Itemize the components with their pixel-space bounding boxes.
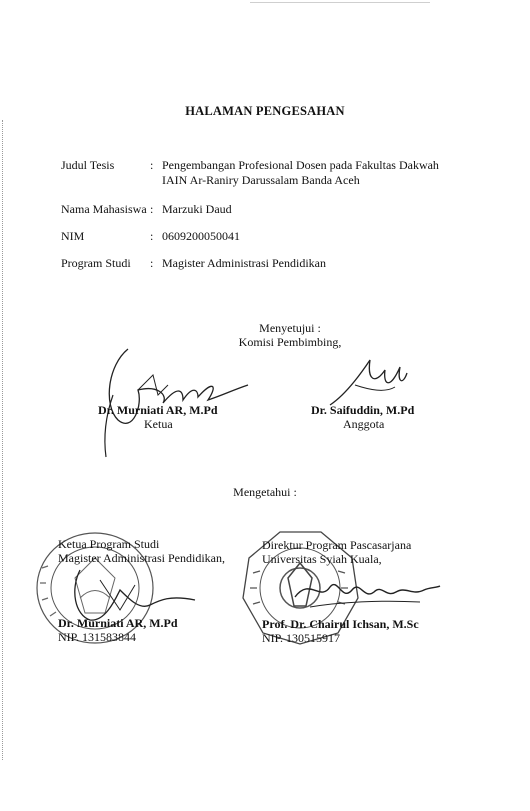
scan-left-edge bbox=[2, 120, 13, 760]
field-label-nama: Nama Mahasiswa bbox=[61, 202, 147, 216]
signer-anggota-role: Anggota bbox=[343, 417, 385, 431]
scan-top-line bbox=[250, 2, 430, 3]
signature-direktur bbox=[290, 572, 440, 612]
signature-anggota bbox=[325, 355, 410, 410]
direktur-nip: NIP. 130515917 bbox=[262, 631, 341, 645]
field-colon: : bbox=[150, 256, 154, 270]
kaprodi-nip: NIP. 131583844 bbox=[58, 630, 137, 644]
field-value-judul-line2: IAIN Ar-Raniry Darussalam Banda Aceh bbox=[162, 173, 360, 187]
field-colon: : bbox=[150, 202, 154, 216]
field-colon: : bbox=[150, 158, 154, 172]
direktur-line2: Universitas Syiah Kuala, bbox=[262, 552, 382, 566]
approval-heading-2: Komisi Pembimbing, bbox=[238, 335, 342, 349]
kaprodi-name: Dr. Murniati AR, M.Pd bbox=[58, 616, 178, 630]
approval-heading-1: Menyetujui : bbox=[259, 321, 321, 335]
direktur-name: Prof. Dr. Chairul Ichsan, M.Sc bbox=[262, 617, 419, 631]
field-value-prodi: Magister Administrasi Pendidikan bbox=[162, 256, 326, 270]
signer-ketua-role: Ketua bbox=[144, 417, 173, 431]
signer-anggota-name: Dr. Saifuddin, M.Pd bbox=[311, 403, 415, 417]
kaprodi-line1: Ketua Program Studi bbox=[58, 537, 160, 551]
direktur-line1: Direktur Program Pascasarjana bbox=[262, 538, 412, 552]
field-value-nim: 0609200050041 bbox=[162, 229, 240, 243]
page-title: HALAMAN PENGESAHAN bbox=[185, 104, 345, 118]
acknowledged-heading: Mengetahui : bbox=[233, 485, 297, 499]
field-value-nama: Marzuki Daud bbox=[162, 202, 232, 216]
signer-ketua-name: Dr. Murniati AR, M.Pd bbox=[98, 403, 218, 417]
field-value-judul-line1: Pengembangan Profesional Dosen pada Fakultas Dakwah bbox=[162, 158, 439, 172]
kaprodi-line2: Magister Administrasi Pendidikan, bbox=[58, 551, 225, 565]
field-label-prodi: Program Studi bbox=[61, 256, 131, 270]
field-label-nim: NIM bbox=[61, 229, 85, 243]
field-label-judul: Judul Tesis bbox=[61, 158, 115, 172]
field-colon: : bbox=[150, 229, 154, 243]
